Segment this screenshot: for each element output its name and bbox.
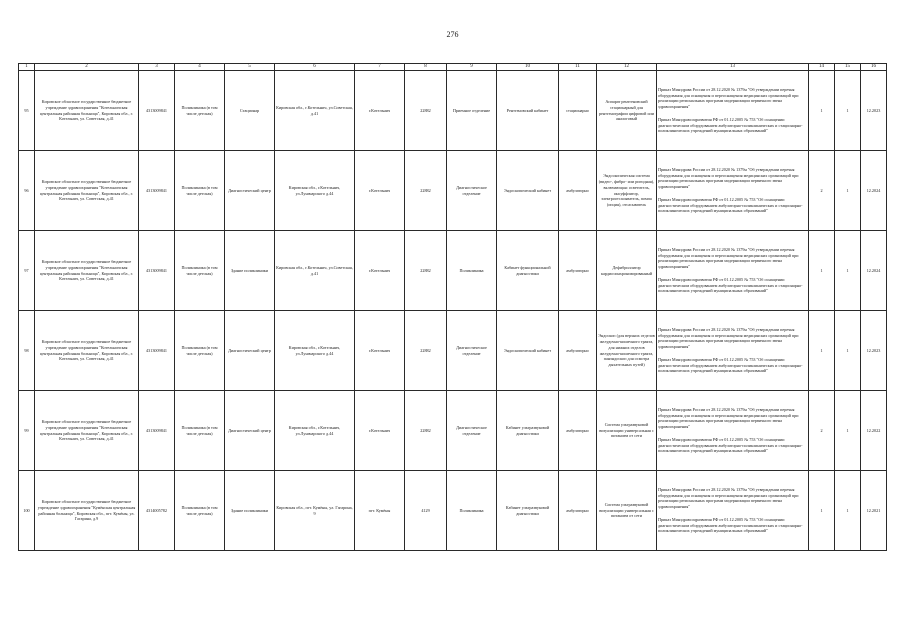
regulation-order-753: Приказ Минздравсоцразвития РФ от 01.12.2005 № 753 "Об оснащении диагностическим оборудованием амбулаторно-поликлинических и стационарно-поликлинических учреждений муниципальных образований"	[658, 196, 803, 214]
regulation-cell	[657, 231, 809, 311]
unit-type-cell: Поликлиника (в том числе детская)	[175, 151, 225, 231]
department-cell: Поликлиника	[447, 471, 497, 551]
column-number: 1	[19, 64, 35, 71]
column-number: 6	[275, 64, 355, 71]
count-cell: 1	[835, 151, 861, 231]
date-cell: 12.2023	[861, 71, 887, 151]
care-form-cell: амбулаторно	[559, 231, 597, 311]
care-form-cell: амбулаторно	[559, 151, 597, 231]
unit-type-cell: Поликлиника (в том числе детская)	[175, 71, 225, 151]
building-cell: Диагностический центр	[225, 151, 275, 231]
row-number-cell: 96	[19, 151, 35, 231]
column-number: 7	[355, 64, 405, 71]
building-cell: Стационар	[225, 71, 275, 151]
room-cell: Эндоскопический кабинет	[497, 311, 559, 391]
locality-cell: г.Котельнич	[355, 311, 405, 391]
column-number: 11	[559, 64, 597, 71]
equipment-table	[18, 63, 887, 551]
unit-type-cell: Поликлиника (в том числе детская)	[175, 231, 225, 311]
inn-cell: 4314005782	[139, 471, 175, 551]
table-body	[19, 71, 887, 551]
quantity-cell: 1	[809, 471, 835, 551]
address-cell: Кировская обл., г.Котельнич, ул.Луначарского д.44	[275, 311, 355, 391]
department-cell: Диагностическое отделение	[447, 391, 497, 471]
population-cell: 22882	[405, 311, 447, 391]
regulation-cell	[657, 311, 809, 391]
unit-type-cell: Поликлиника (в том числе детская)	[175, 311, 225, 391]
department-cell: Поликлиника	[447, 231, 497, 311]
regulation-order-753: Приказ Минздравсоцразвития РФ от 01.12.2005 № 753 "Об оснащении диагностическим оборудованием амбулаторно-поликлинических и стационарно-поликлинических учреждений муниципальных образований"	[658, 436, 803, 454]
table-row	[19, 311, 887, 391]
room-cell: Рентгеновский кабинет	[497, 71, 559, 151]
inn-cell: 4313009841	[139, 311, 175, 391]
regulation-order-1379n: Приказ Минздрава России от 28.12.2020 № 1379н "Об утверждении перечня оборудования для оснащения и переоснащения медицинских организаций при реализации региональных программ модернизации первичного звена здравоохранения"	[658, 327, 799, 350]
care-form-cell: амбулаторно	[559, 311, 597, 391]
room-cell: Кабинет функциональной диагностики	[497, 231, 559, 311]
column-number: 15	[835, 64, 861, 71]
regulation-cell	[657, 71, 809, 151]
building-cell: Диагностический центр	[225, 391, 275, 471]
inn-cell: 4313009841	[139, 231, 175, 311]
locality-cell: г.Котельнич	[355, 231, 405, 311]
locality-cell: г.Котельнич	[355, 71, 405, 151]
address-cell: Кировская обл., г.Котельнич, ул.Луначарского д.44	[275, 151, 355, 231]
table-row	[19, 151, 887, 231]
care-form-cell: амбулаторно	[559, 391, 597, 471]
regulation-order-1379n: Приказ Минздрава России от 28.12.2020 № 1379н "Об утверждении перечня оборудования для оснащения и переоснащения медицинских организаций при реализации региональных программ модернизации первичного звена здравоохранения"	[658, 87, 799, 110]
column-number: 3	[139, 64, 175, 71]
locality-cell: г.Котельнич	[355, 151, 405, 231]
table-row	[19, 231, 887, 311]
count-cell: 1	[835, 231, 861, 311]
address-cell: Кировская обл., пгт. Кумёны, ул. Гагарина, 9	[275, 471, 355, 551]
regulation-cell	[657, 151, 809, 231]
page-number: 276	[446, 30, 459, 39]
equipment-cell: Дефибриллятор кардиосинхронизированный	[597, 231, 657, 311]
address-cell: Кировская обл., г.Котельнич, ул.Советская, д.41	[275, 71, 355, 151]
count-cell: 1	[835, 71, 861, 151]
inn-cell: 4313009841	[139, 391, 175, 471]
organization-cell: Кировское областное государственное бюджетное учреждение здравоохранения "Котельничская центральная районная больница", Кировская обл., г. Котельнич, ул. Советская, д.41	[35, 311, 139, 391]
count-cell: 1	[835, 391, 861, 471]
quantity-cell: 1	[809, 231, 835, 311]
locality-cell: пгт. Кумёны	[355, 471, 405, 551]
column-number-row	[19, 64, 887, 71]
table-row	[19, 471, 887, 551]
address-cell: Кировская обл., г.Котельнич, ул.Советская, д.41	[275, 231, 355, 311]
row-number-cell: 100	[19, 471, 35, 551]
column-number: 10	[497, 64, 559, 71]
regulation-order-1379n: Приказ Минздрава России от 28.12.2020 № 1379н "Об утверждении перечня оборудования для оснащения и переоснащения медицинских организаций при реализации региональных программ модернизации первичного звена здравоохранения"	[658, 487, 799, 510]
department-cell: Приемное отделение	[447, 71, 497, 151]
count-cell: 1	[835, 311, 861, 391]
equipment-cell: Эндоскопическая система (видео-, фибро- или ригидная), включающая: осветитель, инсуффлятор, электроотсасыватель, помпа (опция), отсасыватель	[597, 151, 657, 231]
quantity-cell: 2	[809, 391, 835, 471]
regulation-cell	[657, 471, 809, 551]
date-cell: 12.2023	[861, 311, 887, 391]
inn-cell: 4313009841	[139, 71, 175, 151]
organization-cell: Кировское областное государственное бюджетное учреждение здравоохранения "Кумёнская центральная районная больница", Кировская обл., пгт. Кумёны, ул. Гагарина, д.9	[35, 471, 139, 551]
room-cell: Кабинет ультразвуковой диагностики	[497, 391, 559, 471]
column-number: 13	[657, 64, 809, 71]
population-cell: 22882	[405, 71, 447, 151]
date-cell: 12.2021	[861, 471, 887, 551]
regulation-cell	[657, 391, 809, 471]
room-cell: Кабинет ультразвуковой диагностики	[497, 471, 559, 551]
table-row	[19, 391, 887, 471]
population-cell: 22882	[405, 231, 447, 311]
date-cell: 12.2024	[861, 231, 887, 311]
building-cell: Здание поликлиники	[225, 231, 275, 311]
regulation-order-753: Приказ Минздравсоцразвития РФ от 01.12.2005 № 753 "Об оснащении диагностическим оборудованием амбулаторно-поликлинических и стационарно-поликлинических учреждений муниципальных образований"	[658, 276, 803, 294]
organization-cell: Кировское областное государственное бюджетное учреждение здравоохранения "Котельничская центральная районная больница", Кировская обл., г. Котельнич, ул. Советская, д.41	[35, 391, 139, 471]
regulation-order-1379n: Приказ Минздрава России от 28.12.2020 № 1379н "Об утверждении перечня оборудования для оснащения и переоснащения медицинских организаций при реализации региональных программ модернизации первичного звена здравоохранения"	[658, 167, 799, 190]
organization-cell: Кировское областное государственное бюджетное учреждение здравоохранения "Котельничская центральная районная больница", Кировская обл., г. Котельнич, ул. Советская, д.41	[35, 71, 139, 151]
unit-type-cell: Поликлиника (в том числе детская)	[175, 391, 225, 471]
column-number: 5	[225, 64, 275, 71]
date-cell: 12.2022	[861, 391, 887, 471]
table-row	[19, 71, 887, 151]
equipment-cell: Аппарат рентгеновский стационарный для рентгенографии цифровой или аналоговый	[597, 71, 657, 151]
address-cell: Кировская обл., г.Котельнич, ул.Луначарского д.44	[275, 391, 355, 471]
column-number: 12	[597, 64, 657, 71]
department-cell: Диагностическое отделение	[447, 311, 497, 391]
quantity-cell: 2	[809, 151, 835, 231]
regulation-order-1379n: Приказ Минздрава России от 28.12.2020 № 1379н "Об утверждении перечня оборудования для оснащения и переоснащения медицинских организаций при реализации региональных программ модернизации первичного звена здравоохранения"	[658, 407, 799, 430]
equipment-cell: Эндоскоп (для верхних отделов желудочно-кишечного тракта, для нижних отделов желудочно-кишечного тракта, панэндоскоп для осмотра дыхательных путей)	[597, 311, 657, 391]
care-form-cell: стационарно	[559, 71, 597, 151]
regulation-order-753: Приказ Минздравсоцразвития РФ от 01.12.2005 № 753 "Об оснащении диагностическим оборудованием амбулаторно-поликлинических и стационарно-поликлинических учреждений муниципальных образований"	[658, 356, 803, 374]
count-cell: 1	[835, 471, 861, 551]
population-cell: 22882	[405, 151, 447, 231]
locality-cell: г.Котельнич	[355, 391, 405, 471]
column-number: 4	[175, 64, 225, 71]
equipment-cell: Система ультразвуковой визуализации универсальная с питанием от сети	[597, 471, 657, 551]
organization-cell: Кировское областное государственное бюджетное учреждение здравоохранения "Котельничская центральная районная больница", Кировская обл., г. Котельнич, ул. Советская, д.41	[35, 231, 139, 311]
organization-cell: Кировское областное государственное бюджетное учреждение здравоохранения "Котельничская центральная районная больница", Кировская обл., г. Котельнич, ул. Советская, д.41	[35, 151, 139, 231]
column-number: 8	[405, 64, 447, 71]
column-number: 14	[809, 64, 835, 71]
row-number-cell: 95	[19, 71, 35, 151]
quantity-cell: 1	[809, 311, 835, 391]
regulation-order-753: Приказ Минздравсоцразвития РФ от 01.12.2005 № 753 "Об оснащении диагностическим оборудованием амбулаторно-поликлинических и стационарно-поликлинических учреждений муниципальных образований"	[658, 116, 803, 134]
column-number: 9	[447, 64, 497, 71]
department-cell: Диагностическое отделение	[447, 151, 497, 231]
building-cell: Здание поликлиники	[225, 471, 275, 551]
column-number: 16	[861, 64, 887, 71]
population-cell: 4129	[405, 471, 447, 551]
care-form-cell: амбулаторно	[559, 471, 597, 551]
equipment-cell: Система ультразвуковой визуализации универсальная с питанием от сети	[597, 391, 657, 471]
regulation-order-1379n: Приказ Минздрава России от 28.12.2020 № 1379н "Об утверждении перечня оборудования для оснащения и переоснащения медицинских организаций при реализации региональных программ модернизации первичного звена здравоохранения"	[658, 247, 799, 270]
row-number-cell: 98	[19, 311, 35, 391]
date-cell: 12.2024	[861, 151, 887, 231]
row-number-cell: 97	[19, 231, 35, 311]
building-cell: Диагностический центр	[225, 311, 275, 391]
population-cell: 22882	[405, 391, 447, 471]
column-number: 2	[35, 64, 139, 71]
quantity-cell: 1	[809, 71, 835, 151]
inn-cell: 4313009841	[139, 151, 175, 231]
row-number-cell: 99	[19, 391, 35, 471]
room-cell: Эндоскопический кабинет	[497, 151, 559, 231]
unit-type-cell: Поликлиника (в том числе детская)	[175, 471, 225, 551]
regulation-order-753: Приказ Минздравсоцразвития РФ от 01.12.2005 № 753 "Об оснащении диагностическим оборудованием амбулаторно-поликлинических и стационарно-поликлинических учреждений муниципальных образований"	[658, 516, 803, 534]
